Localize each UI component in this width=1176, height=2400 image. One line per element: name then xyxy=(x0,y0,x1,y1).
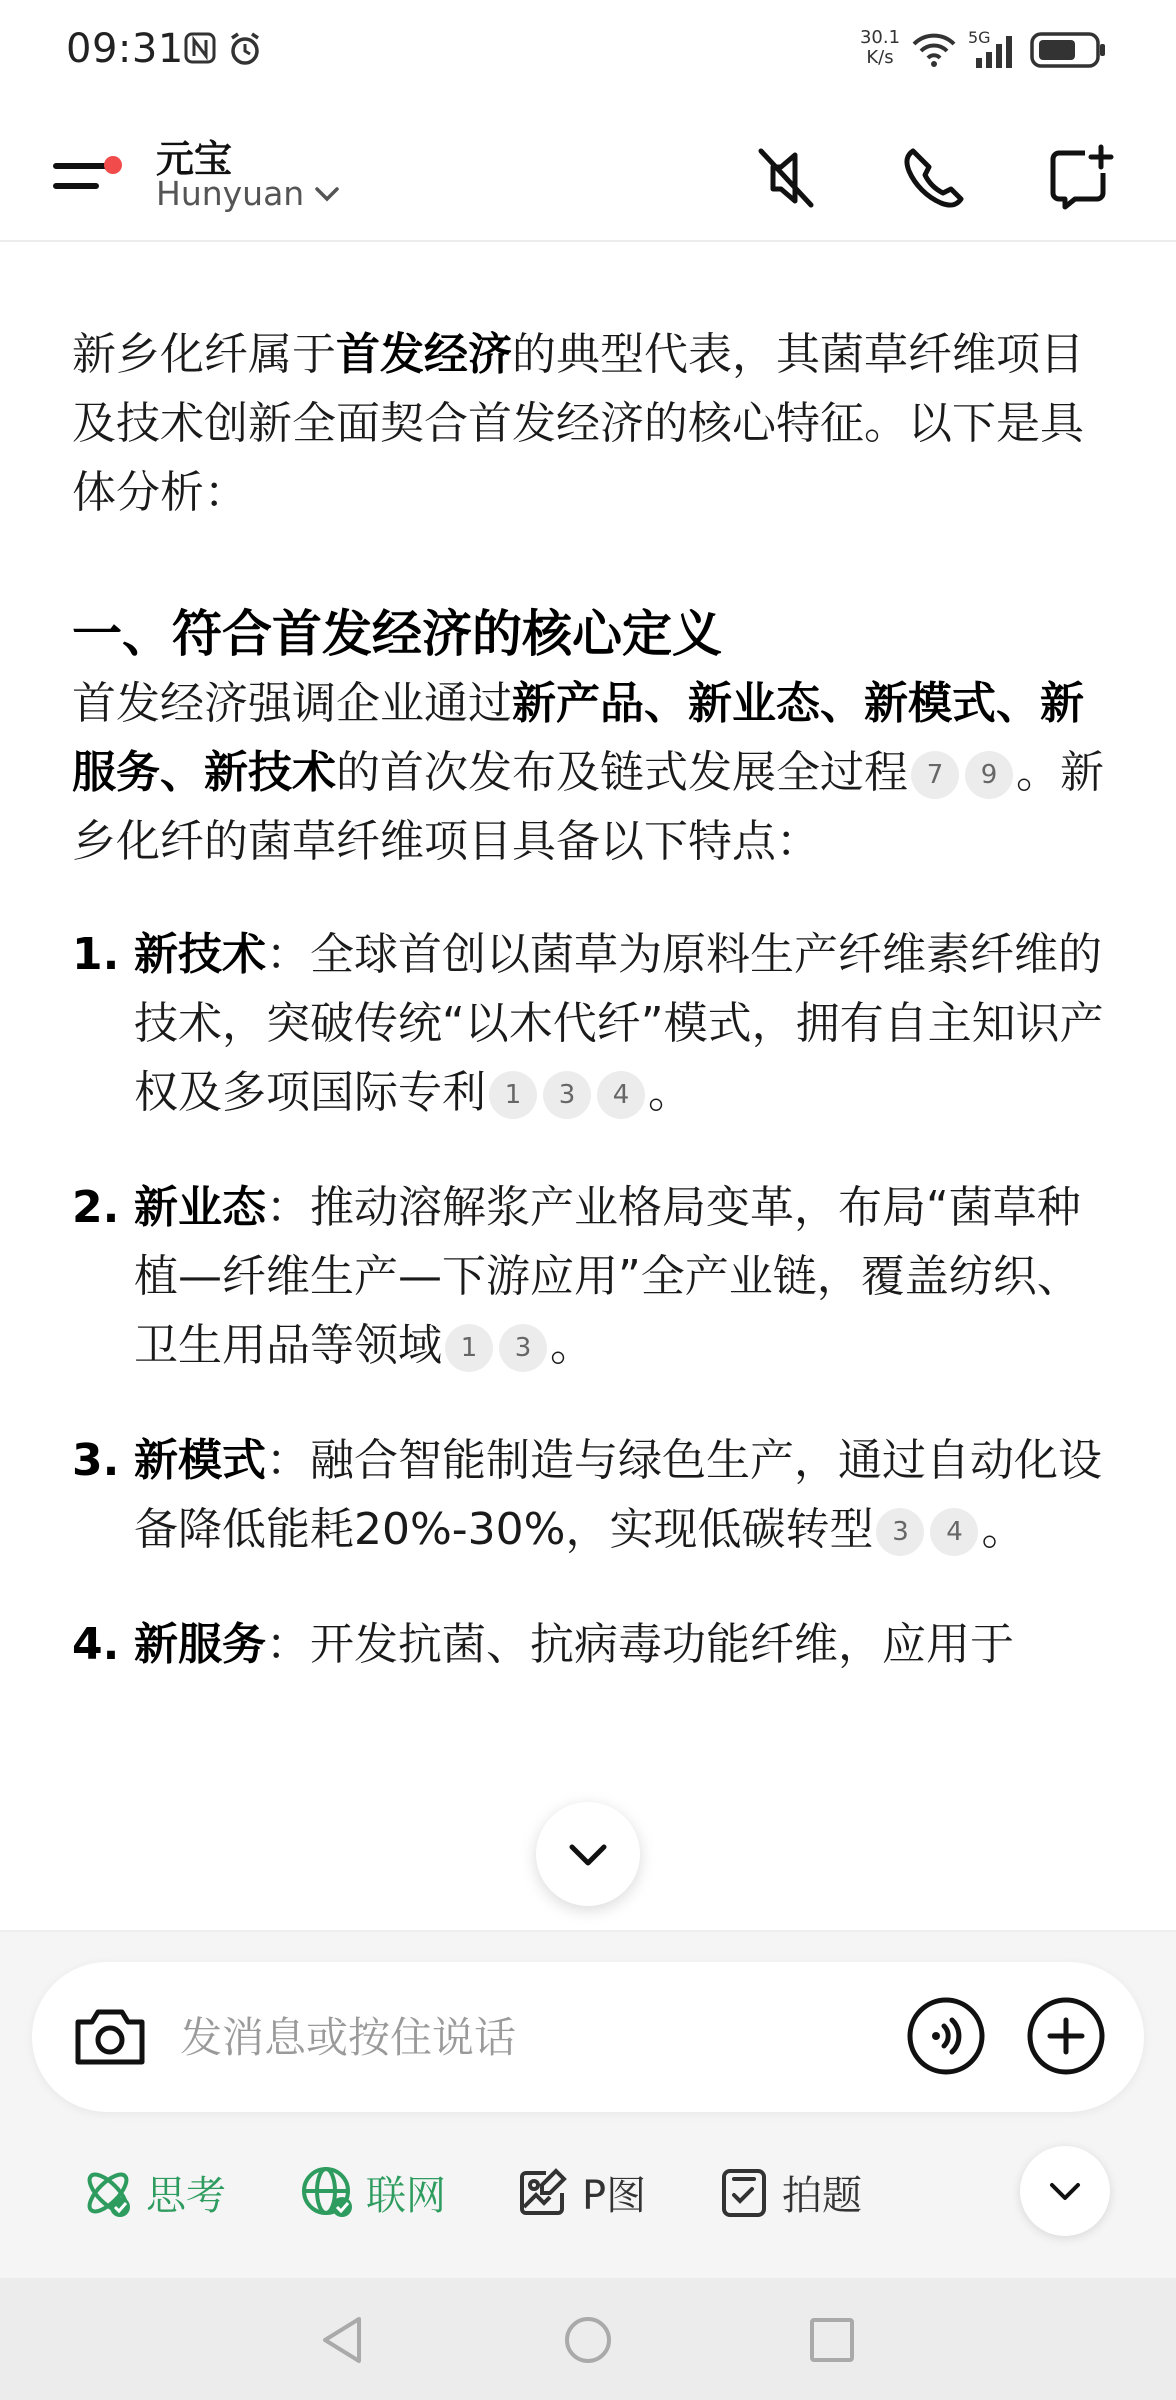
intro-paragraph: 新乡化纤属于首发经济的典型代表，其菌草纤维项目及技术创新全面契合首发经济的核心特征。以下是具体分析： xyxy=(72,329,1084,518)
list-item: 4. 新服务：开发抗菌、抗病毒功能纤维，应用于 xyxy=(72,1619,1014,1670)
cell-signal-icon xyxy=(970,34,1022,72)
citation-badge[interactable]: 9 xyxy=(965,751,1013,799)
plus-icon xyxy=(1026,1996,1106,2076)
citation-badge[interactable]: 1 xyxy=(445,1324,493,1372)
citation-badge[interactable]: 1 xyxy=(489,1071,537,1119)
nav-back-button[interactable] xyxy=(310,2308,374,2372)
mute-button[interactable] xyxy=(742,134,830,222)
list-item: 2. 新业态：推动溶解浆产业格局变革，布局“菌草种植—纤维生产—下游应用”全产业链，覆盖纺织、卫生用品等领域 1 3 。 xyxy=(72,1182,1081,1371)
think-toggle[interactable] xyxy=(80,2164,226,2221)
network-speed: 30.1 K/s xyxy=(859,27,901,68)
add-attachment-button[interactable] xyxy=(1026,1996,1106,2076)
tool-bar xyxy=(0,2142,1176,2242)
voice-wave-icon xyxy=(906,1996,986,2076)
image-edit-button[interactable] xyxy=(516,2164,646,2221)
status-bar xyxy=(0,0,1176,100)
wifi-icon xyxy=(910,30,958,74)
signal-5g-label: 5G xyxy=(968,28,991,47)
battery-icon xyxy=(1030,30,1108,74)
app-title: 元宝 xyxy=(156,137,233,181)
photo-question-label: 拍题 xyxy=(782,2173,862,2219)
camera-icon xyxy=(70,2002,150,2072)
chevron-down-icon xyxy=(314,185,340,203)
call-button[interactable] xyxy=(890,134,978,222)
feature-list xyxy=(72,920,1108,1679)
camera-button[interactable] xyxy=(70,1997,150,2077)
speaker-mute-icon xyxy=(751,143,821,213)
citation-badge[interactable]: 7 xyxy=(911,751,959,799)
composer-box xyxy=(32,1962,1144,2112)
list-item: 1. 新技术：全球首创以菌草为原料生产纤维素纤维的技术，突破传统“以木代纤”模式，拥有自主知识产权及多项国际专利 1 3 4 。 xyxy=(72,929,1104,1118)
recents-square-icon xyxy=(806,2314,858,2366)
citation-badge[interactable]: 4 xyxy=(930,1508,978,1556)
phone-icon xyxy=(899,143,969,213)
app-header xyxy=(0,110,1176,242)
model-name: Hunyuan xyxy=(156,174,305,213)
expand-tools-button[interactable] xyxy=(1020,2146,1110,2236)
think-label: 思考 xyxy=(146,2173,226,2219)
image-edit-icon xyxy=(516,2165,572,2221)
composer-panel xyxy=(0,1930,1176,2278)
new-chat-button[interactable] xyxy=(1036,134,1124,222)
atom-icon xyxy=(80,2165,136,2221)
notification-dot xyxy=(104,156,122,174)
scroll-to-bottom-button[interactable] xyxy=(536,1802,640,1906)
model-selector[interactable] xyxy=(156,174,340,213)
chevron-down-icon xyxy=(1047,2179,1083,2203)
definition-paragraph: 首发经济强调企业通过新产品、新业态、新模式、新服务、新技术的首次发布及链式发展全过程 7 9 。新乡化纤的菌草纤维项目具备以下特点： xyxy=(72,678,1104,867)
globe-icon xyxy=(300,2165,356,2221)
menu-button[interactable] xyxy=(52,134,124,206)
new-chat-icon xyxy=(1045,143,1115,213)
citation-badge[interactable]: 3 xyxy=(543,1071,591,1119)
system-nav-bar xyxy=(0,2278,1176,2400)
web-search-toggle[interactable] xyxy=(300,2164,446,2221)
checklist-icon xyxy=(716,2165,772,2221)
status-time: 09:31 xyxy=(66,26,184,72)
list-item: 3. 新模式：融合智能制造与绿色生产，通过自动化设备降低能耗20%-30%，实现低碳转型 3 4 。 xyxy=(72,1435,1102,1555)
back-triangle-icon xyxy=(317,2313,367,2367)
chevron-down-icon xyxy=(566,1839,610,1869)
section-heading: 一、符合首发经济的核心定义 xyxy=(72,605,722,663)
image-edit-label: P图 xyxy=(582,2173,647,2219)
home-circle-icon xyxy=(561,2313,615,2367)
web-search-label: 联网 xyxy=(366,2173,446,2219)
nav-recents-button[interactable] xyxy=(800,2308,864,2372)
citation-badge[interactable]: 3 xyxy=(499,1324,547,1372)
nfc-icon xyxy=(182,30,218,70)
voice-call-button[interactable] xyxy=(906,1996,986,2076)
message-input[interactable] xyxy=(180,2004,880,2070)
nav-home-button[interactable] xyxy=(556,2308,620,2372)
assistant-message xyxy=(72,320,1108,1725)
alarm-icon xyxy=(226,30,264,72)
citation-badge[interactable]: 3 xyxy=(876,1508,924,1556)
photo-question-button[interactable] xyxy=(716,2164,862,2221)
citation-badge[interactable]: 4 xyxy=(597,1071,645,1119)
